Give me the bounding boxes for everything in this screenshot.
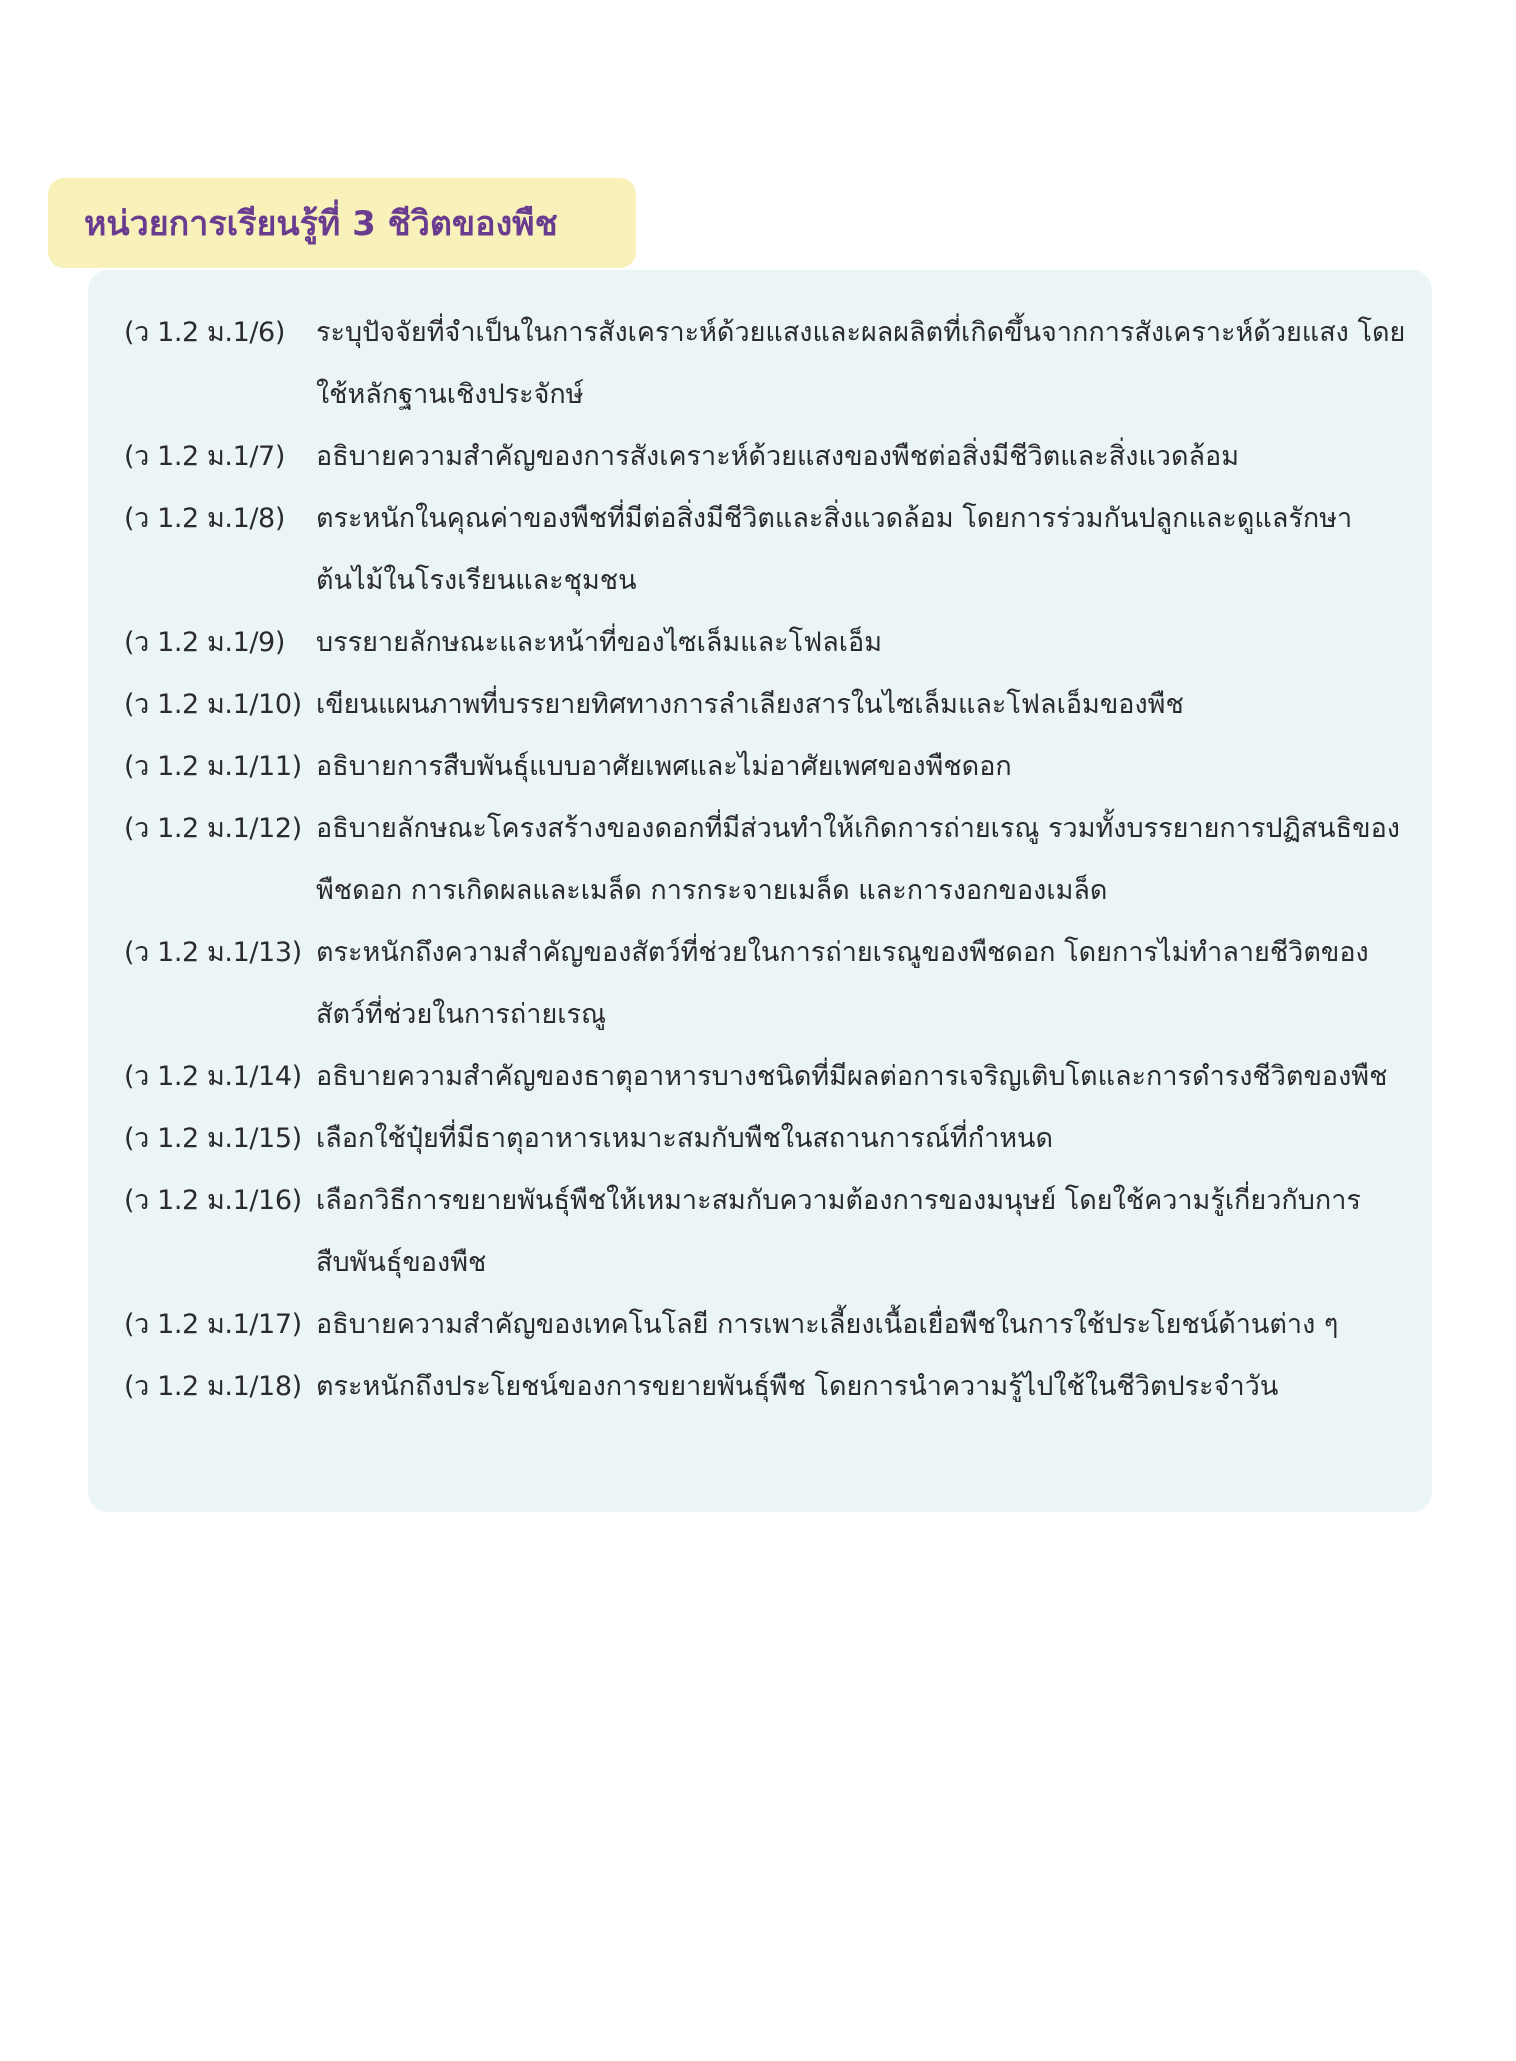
outcome-item bbox=[124, 426, 1408, 488]
outcome-text: เลือกใช้ปุ๋ยที่มีธาตุอาหารเหมาะสมกับพืชในสถานการณ์ที่กำหนด bbox=[316, 1123, 1054, 1154]
outcome-text: เขียนแผนภาพที่บรรยายทิศทางการลำเลียงสารในไซเล็มและโฟลเอ็มของพืช bbox=[316, 689, 1184, 720]
outcome-item bbox=[124, 922, 1408, 1046]
unit-title: หน่วยการเรียนรู้ที่ 3 ชีวิตของพืช bbox=[84, 204, 558, 244]
outcome-item bbox=[124, 302, 1408, 426]
outcome-text: ระบุปัจจัยที่จำเป็นในการสังเคราะห์ด้วยแสงและผลผลิตที่เกิดขึ้นจากการสังเคราะห์ด้วยแสง โดยใช้หลักฐานเชิงประจักษ์ bbox=[316, 317, 1406, 410]
unit-header bbox=[48, 178, 636, 268]
outcome-item bbox=[124, 674, 1408, 736]
outcome-code: (ว 1.2 ม.1/14) bbox=[124, 1061, 302, 1092]
outcome-code: (ว 1.2 ม.1/11) bbox=[124, 751, 302, 782]
outcome-code: (ว 1.2 ม.1/17) bbox=[124, 1309, 302, 1340]
outcome-text: อธิบายความสำคัญของการสังเคราะห์ด้วยแสงของพืชต่อสิ่งมีชีวิตและสิ่งแวดล้อม bbox=[316, 441, 1240, 472]
outcome-item bbox=[124, 1356, 1408, 1418]
outcome-text: บรรยายลักษณะและหน้าที่ของไซเล็มและโฟลเอ็ม bbox=[316, 627, 883, 658]
outcome-text: ตระหนักถึงความสำคัญของสัตว์ที่ช่วยในการถ่ายเรณูของพืชดอก โดยการไม่ทำลายชีวิตของสัตว์ที่ช่วยในการถ่ายเรณู bbox=[316, 937, 1369, 1030]
outcome-text: อธิบายลักษณะโครงสร้างของดอกที่มีส่วนทำให้เกิดการถ่ายเรณู รวมทั้งบรรยายการปฏิสนธิของพืชดอก การเกิดผลและเมล็ด การกระจายเมล็ด และการงอกของเมล็ด bbox=[316, 813, 1400, 906]
outcome-code: (ว 1.2 ม.1/12) bbox=[124, 813, 302, 844]
outcome-text: ตระหนักถึงประโยชน์ของการขยายพันธุ์พืช โดยการนำความรู้ไปใช้ในชีวิตประจำวัน bbox=[316, 1371, 1279, 1402]
outcome-item bbox=[124, 488, 1408, 612]
outcome-code: (ว 1.2 ม.1/15) bbox=[124, 1123, 302, 1154]
outcome-code: (ว 1.2 ม.1/6) bbox=[124, 317, 285, 348]
outcome-text: อธิบายความสำคัญของเทคโนโลยี การเพาะเลี้ยงเนื้อเยื่อพืชในการใช้ประโยชน์ด้านต่าง ๆ bbox=[316, 1309, 1339, 1340]
outcome-code: (ว 1.2 ม.1/9) bbox=[124, 627, 285, 658]
outcome-code: (ว 1.2 ม.1/18) bbox=[124, 1371, 302, 1402]
outcome-text: เลือกวิธีการขยายพันธุ์พืชให้เหมาะสมกับความต้องการของมนุษย์ โดยใช้ความรู้เกี่ยวกับการสืบพันธุ์ของพืช bbox=[316, 1185, 1361, 1278]
outcome-item bbox=[124, 612, 1408, 674]
outcome-item bbox=[124, 736, 1408, 798]
outcome-text: อธิบายความสำคัญของธาตุอาหารบางชนิดที่มีผลต่อการเจริญเติบโตและการดำรงชีวิตของพืช bbox=[316, 1061, 1388, 1092]
outcome-item bbox=[124, 1294, 1408, 1356]
outcome-list bbox=[124, 302, 1408, 1418]
outcome-item bbox=[124, 1046, 1408, 1108]
outcome-code: (ว 1.2 ม.1/10) bbox=[124, 689, 302, 720]
outcome-code: (ว 1.2 ม.1/16) bbox=[124, 1185, 302, 1216]
outcome-item bbox=[124, 1170, 1408, 1294]
outcome-code: (ว 1.2 ม.1/13) bbox=[124, 937, 302, 968]
outcome-text: ตระหนักในคุณค่าของพืชที่มีต่อสิ่งมีชีวิตและสิ่งแวดล้อม โดยการร่วมกันปลูกและดูแลรักษาต้นไม้ในโรงเรียนและชุมชน bbox=[316, 503, 1353, 596]
outcome-code: (ว 1.2 ม.1/7) bbox=[124, 441, 285, 472]
outcome-code: (ว 1.2 ม.1/8) bbox=[124, 503, 285, 534]
outcome-item bbox=[124, 798, 1408, 922]
outcome-text: อธิบายการสืบพันธุ์แบบอาศัยเพศและไม่อาศัยเพศของพืชดอก bbox=[316, 751, 1012, 782]
outcome-item bbox=[124, 1108, 1408, 1170]
learning-outcomes-box bbox=[88, 270, 1432, 1512]
